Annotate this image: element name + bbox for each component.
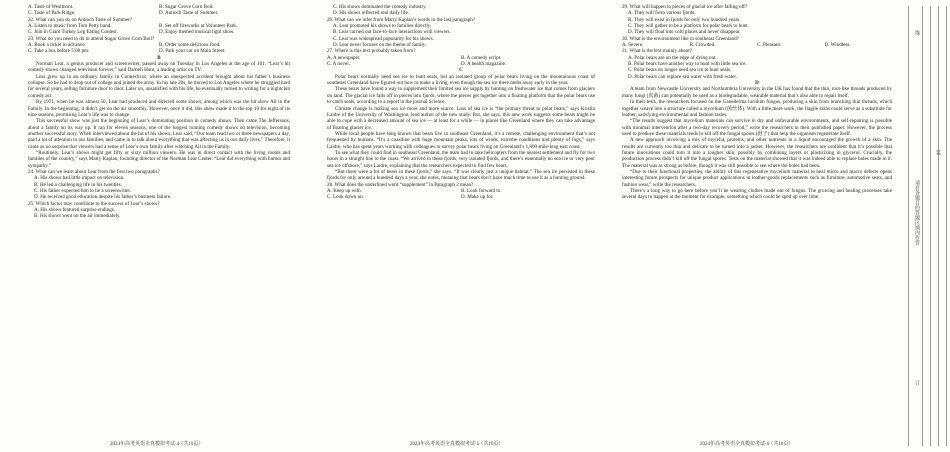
option: D. Make up for. xyxy=(461,194,494,201)
paragraph: “Due to their functional properties, the ability of this regenerative mycelium material to heal micro and macro defects opens interesting future prospects for unique product applications in leather-goods replacements such as furniture, automotive seats, and fashion wear,” write the researchers. xyxy=(622,168,892,188)
margin-line xyxy=(908,6,909,446)
option: C. Lear was widespread popularity for his shows. xyxy=(333,35,434,42)
option: B. Look forward to. xyxy=(461,187,502,194)
option: C. Look down on. xyxy=(327,194,364,201)
option: D. Polar bears can replace sea water with fresh water. xyxy=(628,73,738,80)
option: C. Join in Giant Turkey Leg Eating Contest. xyxy=(28,29,118,36)
paragraph: There’s a long way to go here before you’ll be wearing clothes made out of fungus. The growing and healing processes take several days to happen at the moment for example, something which could be sped up over time. xyxy=(622,187,892,201)
option: A. Listen to music from Tom Petty band. xyxy=(28,23,112,30)
option: A. Lear promoted his shows to families directly. xyxy=(333,23,432,30)
section-heading: D xyxy=(755,80,759,87)
column-3 xyxy=(622,4,892,201)
page-footer: 2024年高考英语全真模拟考试·4·（共10页） xyxy=(110,442,204,447)
option: A. Taste of Westmont. xyxy=(28,4,74,10)
option: D. His shows reflected real daily life. xyxy=(333,10,410,17)
option: B. Polar bears have another way to hunt with little sea ice. xyxy=(628,61,747,68)
section-heading: C xyxy=(459,67,463,74)
q28-options xyxy=(327,188,595,201)
q23-options xyxy=(28,42,290,55)
paragraph: “Routinely, Lear’s shows might get fifty or sixty million viewers. He was in direct contact with the living rooms and families of the country,” says Marty Kaplan, founding director of the Norman Lear Center. “Lear did everything with humor and sympathy.” xyxy=(28,149,290,169)
cut-line-label: 订 xyxy=(914,380,919,385)
paragraph: In their tests, the researchers focused on the Ganoderma lucidum fungus, producing a skin from branching thin threads, which together weave into a structure called a mycelium (菌丝体). With a little more work, the fragile skins could serve as a substitute for leather, satisfying environmental and fashion tastes. xyxy=(622,99,892,118)
option: A. His shows featured surprise endings. xyxy=(34,207,116,213)
page-footer: 2024年高考英语全真模拟考试·6·（共10页） xyxy=(700,442,794,447)
option: D. Park your car on Main Street. xyxy=(159,48,226,55)
option: D. Lear never focuses on the theme of family. xyxy=(333,42,427,49)
page-footer: 2024年高考英语全真模拟考试·5·（共10页） xyxy=(410,442,504,447)
q21-options xyxy=(28,4,290,17)
option: A. His shows had little impact on television. xyxy=(34,175,125,182)
option: A. Polar bears are on the edge of dying out. xyxy=(628,54,717,61)
option: B. His shows went on the air immediately. xyxy=(34,213,121,220)
option: C. Pleasant. xyxy=(757,42,782,49)
column-2 xyxy=(327,4,595,201)
option: A. Severe. xyxy=(622,42,644,49)
option: C. His father expected him to be a screenwriter. xyxy=(34,187,132,194)
paragraph: By 1971, when he was almost 50, Lear had produced and directed some shows, among which was the hit show All in the Family. In the beginning, it didn’t get on the air smoothly. However, once it did, this show made it to the top 10 for eight of its nine seasons, promising Lear’s life was to change. xyxy=(28,99,290,118)
option: A. Book a ticket in advance. xyxy=(28,42,86,49)
option: B. They will exist in fjords for only two hundred years. xyxy=(628,16,741,23)
margin-line xyxy=(930,6,931,446)
option: B. Lear carried out face-to-face interactions with viewers. xyxy=(333,29,451,36)
paragraph: “But there were a lot of bears in these fjords,” she says. “It was clearly just a unique habitat.” The sea ice persisted in these fjords for only around a hundred days a year, she notes, meaning that bears don’t have much time to use it as a hunting ground. xyxy=(327,168,595,182)
option: A. Keep up with. xyxy=(327,187,362,194)
paragraph: This successful show was just the beginning of Lear’s dominating position in comedy shows. Then came The Jeffersons, about a family on its way up. It ran for eleven seasons, one of the longest running comedy shows on television, becoming another successful story. When interviewed about the hit of his shows, Lear said, “Our team read two or three newspapers a day, paid a lot of attention to our families, and came in to talk about everything that was affecting us in our daily lives.” Therefore, it came as no surprise that viewers had a sense of Lear’s own family after watching All in the Family. xyxy=(28,118,290,150)
q22-options xyxy=(28,23,290,36)
option: A. They will form various fjords. xyxy=(628,10,696,17)
answer-area-notice: 请在各题目的答题区域内作答 xyxy=(914,180,919,245)
option: D. Windless. xyxy=(824,42,851,49)
question-29: 29. What will happen to pieces of glacial ice after falling off? xyxy=(622,4,748,10)
margin-line xyxy=(922,6,923,446)
option: B. Order some delicious food. xyxy=(159,42,221,49)
question-26: 26. What can we infer from Marty Kaplan’s words in the last paragraph? xyxy=(327,16,475,23)
option: B. Set off fireworks at Volunteer Park. xyxy=(159,23,238,30)
binding-margin xyxy=(900,0,950,452)
cut-line-label: 线 xyxy=(914,30,919,35)
paragraph: To see what they could find in southeast Greenland, the team had to take helicopters from the nearest settlement and fly for two hours in a straight line to the coast. “We arrived in these fjords, very isolated fjords, and there’s essentially no sea ice or very poor sea ice offshore,” says Laidre, explaining that the researchers expected to find few bears. xyxy=(327,149,595,169)
paragraph: A new approach involving a mix of mycelia, proteins, and other nutrients in a liquid encouraged the growth of a skin. The results are currently too thin and delicate to be turned into a jacket. However, the researchers are confident that it’s possible that future innovations could turn it into a tougher skin, possibly by combining layers or plasticizing in glycerol. Crucially, the production process didn’t kill off the fungal spores. Tests on the material showed that it was indeed able to replace holes made in it. The material was as strong as before, though it was still possible to see where the holes had been. xyxy=(622,137,892,169)
paragraph: Polar bears normally need sea ice to hunt seals, but an isolated group of polar bears living on the mountainous coast of southeast Greenland have figured out how to make a living, even though the sea ice there melts away early in the year. xyxy=(327,73,595,87)
paragraph: These bears have found a way to supplement their limited sea ice supply by hunting on freshwater ice that comes from glaciers on land. The glacial ice falls off in pieces into fjords, where the pieces get together into a floating platform that the polar bears use to catch seals, according to a report in the journal Science. xyxy=(327,86,595,106)
option: C. Take a bus before 5:00 pm. xyxy=(28,48,90,55)
column-1 xyxy=(28,4,290,220)
option: C. Taste of Park Ridge. xyxy=(28,10,76,17)
option: D. Antioch Taste of Summer. xyxy=(159,10,219,17)
option: D. Enjoy themed musical light show. xyxy=(159,29,235,36)
option: C. They will gather to be a platform for polar bears to hunt. xyxy=(628,23,749,30)
paragraph: Lear grew up in an ordinary family in Connecticut, where an unexpected accident brought about his father’s business collapse. So he had to drop out of college and joined the army. In his late 20s, he moved to Los Angeles where he struggled hard for several years, selling furniture door to door. Later on, unsatisfied with his life, he eventually turned to writing for a nightclub comedy act. xyxy=(28,73,290,99)
option: C. Polar bears no longer need sea ice to hunt seals. xyxy=(628,67,732,74)
option: C. His shows dominated the comedy industry. xyxy=(333,4,427,10)
option: D. A health magazine. xyxy=(461,61,507,68)
question-22: 22. What can you do on Antioch Taste of Summer? xyxy=(28,16,133,23)
option: D. He received good education despite his father’s business failure. xyxy=(34,194,172,201)
cut-line-label: 装 xyxy=(935,150,940,155)
margin-line xyxy=(938,6,939,446)
question-28: 28. What does the underlined word “supplement” in Paragraph 2 mean? xyxy=(327,181,474,188)
question-23: 23. What do you need to do to attend Sugar Grove Corn Boil? xyxy=(28,35,155,42)
option: B. Crowded. xyxy=(689,42,716,49)
option: A. A newspaper. xyxy=(327,54,361,61)
question-30: 30. What is the environment like in southeast Greenland? xyxy=(622,35,739,42)
paragraph: Norman Lear, a genius producer and screenwriter, passed away on Tuesday in Los Angeles at the age of 101. “Lear’s hit comedy shows changed television forever,” said Darnell Hunt, a leading artist on TV. xyxy=(28,61,290,74)
q27-options xyxy=(327,55,595,68)
paragraph: Climate change is making sea ice more and more scarce. Loss of sea ice is “the primary threat to polar bears,” says Kristin Laidre of the University of Washington, lead author of the new study. But, she says, this new work suggests some bears might be able to cope with a decreased amount of sea ice — at least for a while — in places like Greenland where they can take advantage of floating glacier ice. xyxy=(327,105,595,131)
question-27: 27. Where is this text probably taken from? xyxy=(327,48,416,55)
option: B. He led a challenging life in his twenties. xyxy=(34,181,122,188)
paragraph: While local people have long known that bears live in southeast Greenland, it’s a remote, challenging environment that’s not frequented by humans. “It’s a coastline with huge mountain peaks, lots of winds, extreme conditions and plenty of fogs,” says Laidre, who has spent years working with colleagues to survey polar bears living on Greenland’s 1,800-mile-long east coast. xyxy=(327,130,595,150)
option: D. They will float into cold places and never disappear. xyxy=(628,29,741,36)
option: C. A novel. xyxy=(327,61,350,68)
question-24: 24. What can we learn about Lear from the first two paragraphs? xyxy=(28,168,160,175)
option: B. Sugar Grove Corn Boil. xyxy=(159,4,214,10)
question-31: 31. What is the text mainly about? xyxy=(622,48,692,55)
paragraph: “The results suggest that mycelium materials can survive in dry and unfavorable environments, and self-repairing is possible with minimal intervention after a two-day recovery period,” write the researchers in their published paper. However, the process used to produce these materials tends to kill off the fungal spores (孢子) that help the organism regenerate itself. xyxy=(622,118,892,137)
question-25: 25. Which factor may contribute to the success of Lear’s shows? xyxy=(28,200,160,207)
section-heading: B xyxy=(157,54,161,61)
option: B. A comedy script. xyxy=(461,54,502,61)
paragraph: A team from Newcastle University and Northumbria University in the UK has found that the thin, root-like threads produced by many fungi (真菌) can potentially be used as a biodegradable, wearable material that’s also able to repair itself. xyxy=(622,86,892,99)
margin-line xyxy=(946,6,947,446)
